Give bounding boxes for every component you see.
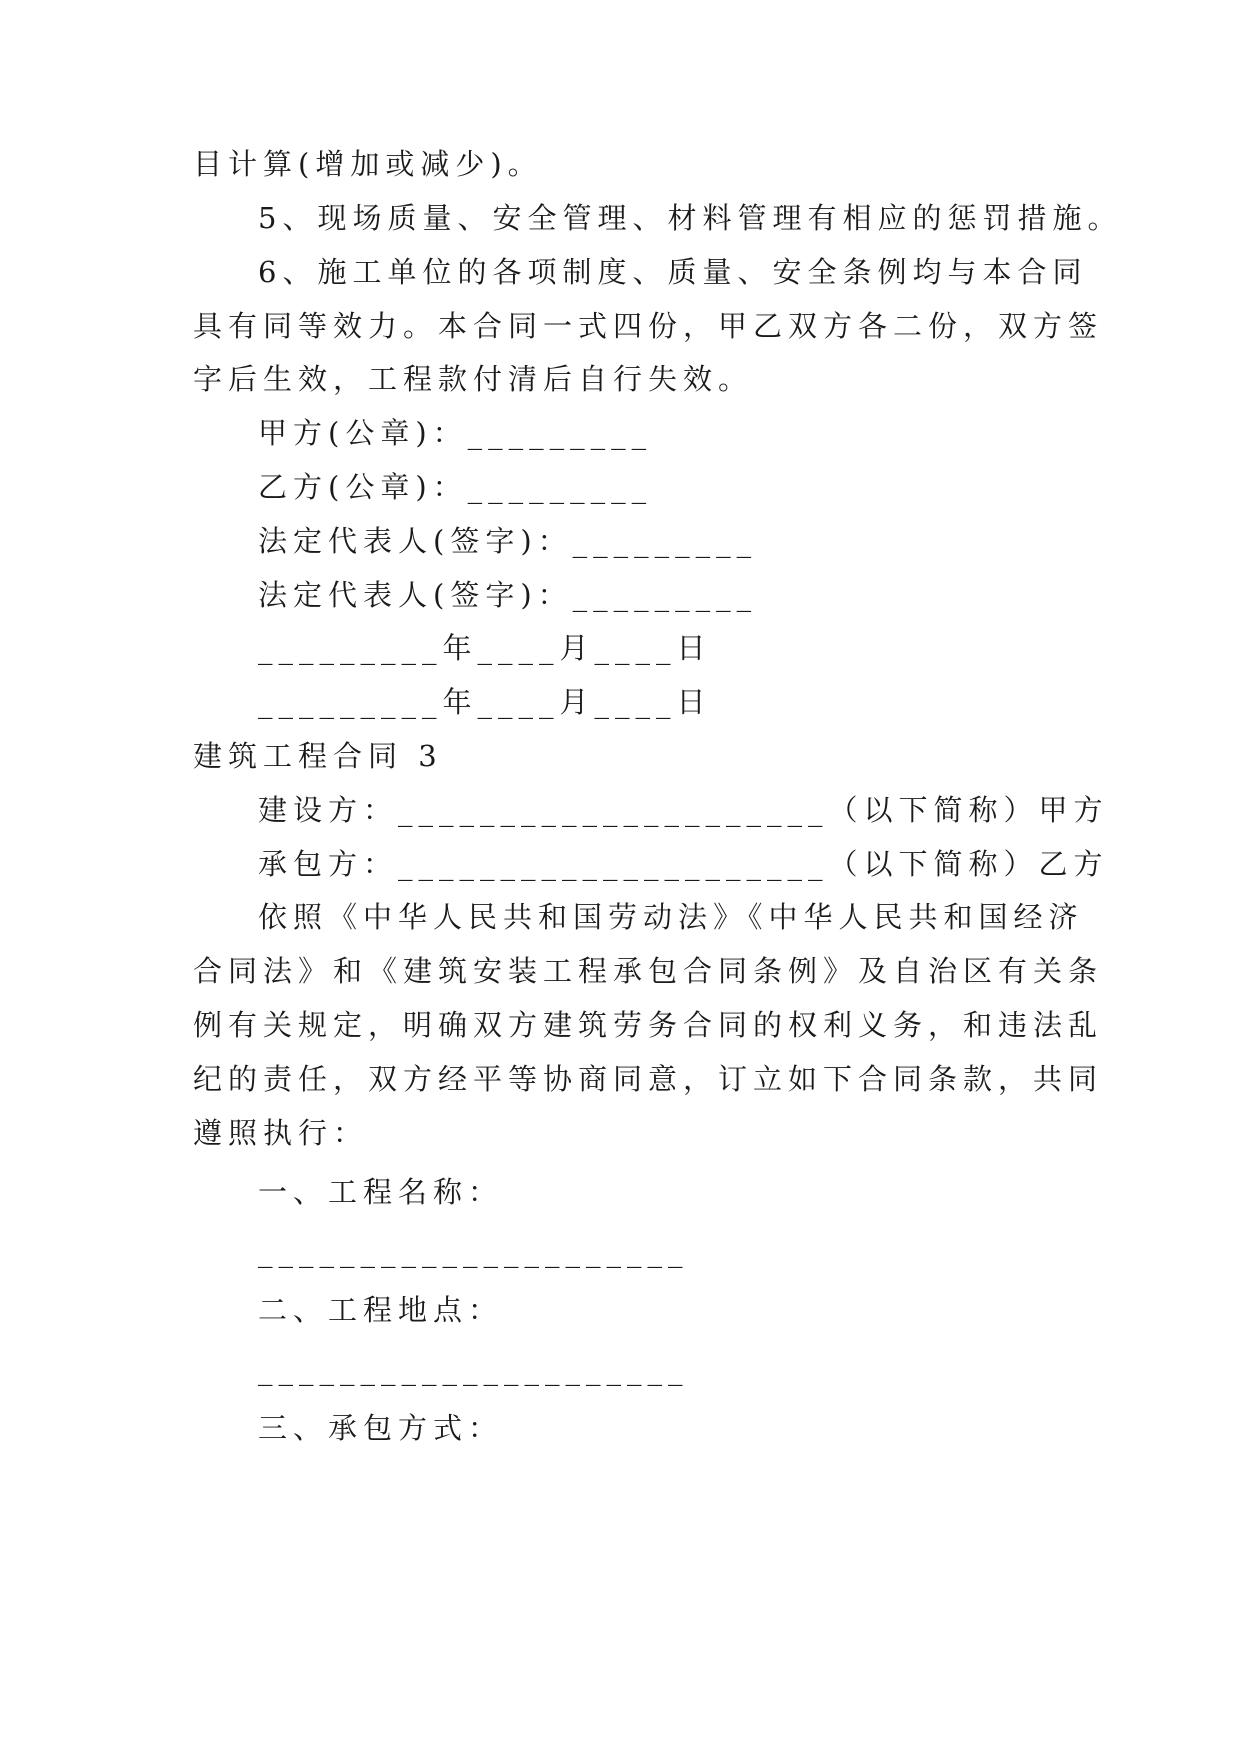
text-line: 5、现场质量、安全管理、材料管理有相应的惩罚措施。 <box>258 201 1123 235</box>
contractor-line: 承包方：_____________________（以下简称）乙方 <box>258 847 1109 881</box>
clause-heading: 一、工程名称： <box>258 1175 504 1209</box>
text-line: 例有关规定，明确双方建筑劳务合同的权利义务，和违法乱 <box>193 1008 1104 1042</box>
builder-line: 建设方：_____________________（以下简称）甲方 <box>258 793 1109 827</box>
clause-heading: 三、承包方式： <box>258 1411 504 1445</box>
blank-line: _____________________ <box>258 1234 689 1268</box>
text-line: 目计算(增加或减少)。 <box>193 147 543 181</box>
text-line: 合同法》和《建筑安装工程承包合同条例》及自治区有关条 <box>193 954 1104 988</box>
section-title: 建筑工程合同 3 <box>193 739 443 773</box>
text-line: 纪的责任，双方经平等协商同意，订立如下合同条款，共同 <box>193 1062 1104 1096</box>
text-line: 6、施工单位的各项制度、质量、安全条例均与本合同 <box>258 255 1088 289</box>
date-line: _________年____月____日 <box>258 685 712 719</box>
date-line: _________年____月____日 <box>258 631 712 665</box>
party-a-seal-line: 甲方(公章)：_________ <box>258 416 653 450</box>
blank-line: _____________________ <box>258 1352 689 1386</box>
party-b-seal-line: 乙方(公章)：_________ <box>258 470 653 504</box>
clause-heading: 二、工程地点： <box>258 1293 504 1327</box>
legal-rep-signature-line: 法定代表人(签字)：_________ <box>258 524 758 558</box>
text-line: 具有同等效力。本合同一式四份，甲乙双方各二份，双方签 <box>193 309 1104 343</box>
text-line: 依照《中华人民共和国劳动法》《中华人民共和国经济 <box>258 900 1084 934</box>
text-line: 遵照执行： <box>193 1116 369 1150</box>
legal-rep-signature-line: 法定代表人(签字)：_________ <box>258 578 758 612</box>
text-line: 字后生效，工程款付清后自行失效。 <box>193 362 754 396</box>
